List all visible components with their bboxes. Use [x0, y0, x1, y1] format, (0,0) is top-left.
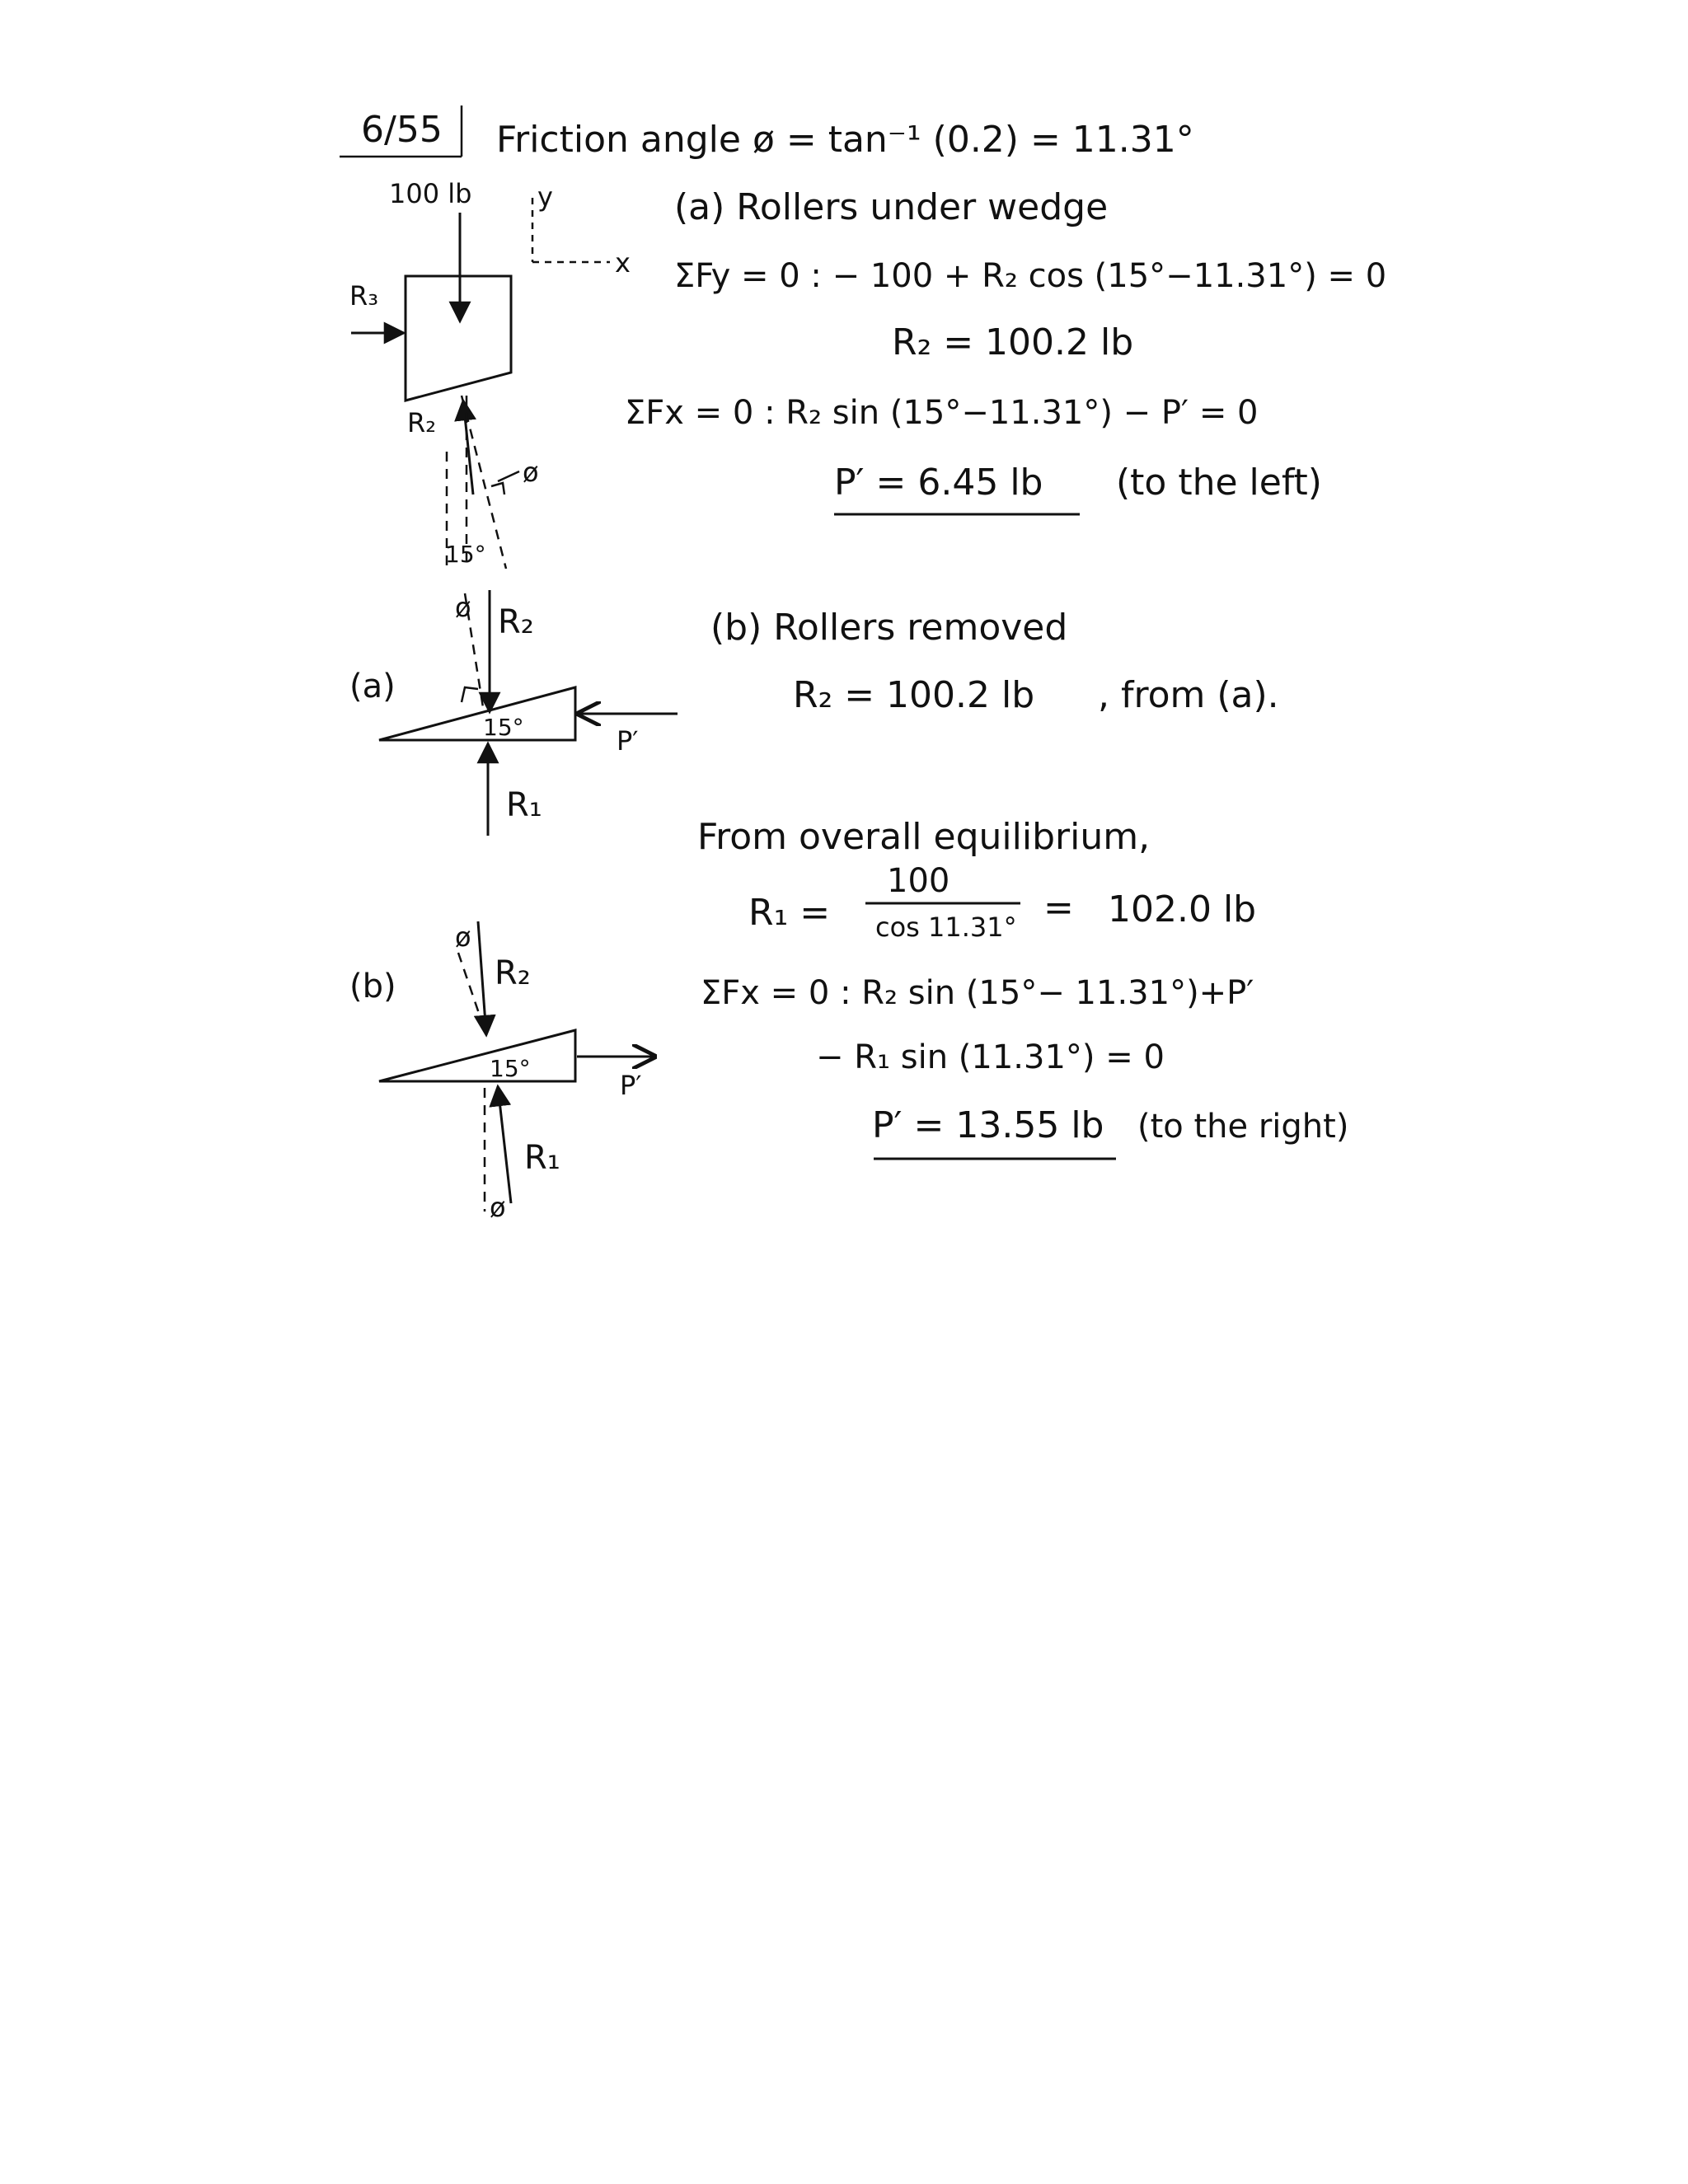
part-a-sum-fx: ΣFx = 0 : R₂ sin (15°−11.31°) − P′ = 0	[625, 394, 1259, 432]
wedge-diagram-a	[349, 590, 678, 836]
part-b-sum-fx-line2: − R₁ sin (11.31°) = 0	[816, 1038, 1165, 1076]
diagram-b-phi-bottom: ø	[490, 1192, 506, 1223]
right-angle-mark	[491, 483, 504, 494]
part-a-sum-fy: ΣFy = 0 : − 100 + R₂ cos (15°−11.31°) = 0	[674, 257, 1387, 295]
phi-label: ø	[523, 457, 539, 488]
r2-arrow	[463, 401, 473, 494]
x-axis-label: x	[615, 247, 631, 279]
part-b-r1-value: 102.0 lb	[1108, 888, 1257, 930]
wedge-diagram-b	[349, 921, 654, 1223]
diagram-b-r2-arrow	[478, 921, 486, 1035]
part-b-r2-result: R₂ = 100.2 lb	[793, 674, 1035, 716]
diagram-b-wedge	[379, 1030, 575, 1081]
angle-label: 15°	[445, 541, 486, 568]
part-b-r1-numerator: 100	[887, 862, 950, 900]
diagram-b-r1-arrow	[498, 1086, 511, 1203]
diagram-a-label: (a)	[349, 668, 396, 705]
diagram-a-r2-label: R₂	[498, 603, 534, 641]
part-a-solution	[625, 186, 1386, 514]
part-a-heading: (a) Rollers under wedge	[674, 186, 1109, 228]
part-b-sum-fx-line1: ΣFx = 0 : R₂ sin (15°− 11.31°)+P′	[701, 974, 1254, 1012]
diagram-a-wedge	[379, 687, 575, 740]
r3-label: R₃	[349, 280, 379, 312]
r2-label: R₂	[407, 407, 437, 438]
diagram-b-r1-label: R₁	[524, 1139, 560, 1177]
problem-header	[340, 105, 1194, 161]
part-b-r1-denominator: cos 11.31°	[875, 912, 1017, 943]
part-b-r2-source: , from (a).	[1098, 674, 1279, 716]
block-body	[406, 276, 511, 401]
part-b-p-direction: (to the right)	[1137, 1108, 1349, 1146]
diagram-a-angle: 15°	[483, 714, 524, 741]
y-axis-label: y	[537, 181, 553, 213]
diagram-b-phi-top: ø	[455, 921, 471, 953]
diagram-b-angle: 15°	[490, 1055, 531, 1082]
friction-angle-line: Friction angle ø = tan⁻¹ (0.2) = 11.31°	[496, 119, 1194, 161]
part-a-p-direction: (to the left)	[1116, 462, 1322, 504]
diagram-a-phi: ø	[455, 592, 471, 623]
diagram-a-right-angle	[462, 687, 478, 702]
diagram-a-p-label: P′	[617, 725, 639, 757]
diagram-b-label: (b)	[349, 968, 396, 1005]
problem-number: 6/55	[361, 109, 443, 151]
block-free-body-diagram	[349, 178, 631, 569]
part-a-p-result: P′ = 6.45 lb	[834, 462, 1043, 504]
diagram-b-p-label: P′	[620, 1070, 642, 1101]
part-a-r2-result: R₂ = 100.2 lb	[892, 321, 1134, 363]
part-b-r1-lhs: R₁ =	[748, 892, 831, 934]
diagram-b-r2-label: R₂	[495, 954, 531, 992]
part-b-p-result: P′ = 13.55 lb	[872, 1104, 1104, 1146]
part-b-heading: (b) Rollers removed	[710, 607, 1068, 649]
part-b-overall: From overall equilibrium,	[697, 816, 1151, 858]
part-b-solution	[697, 607, 1348, 1159]
phi-leader	[498, 471, 519, 481]
load-label: 100 lb	[389, 178, 472, 209]
part-b-r1-equals: =	[1043, 887, 1074, 929]
diagram-a-r1-label: R₁	[506, 786, 542, 824]
